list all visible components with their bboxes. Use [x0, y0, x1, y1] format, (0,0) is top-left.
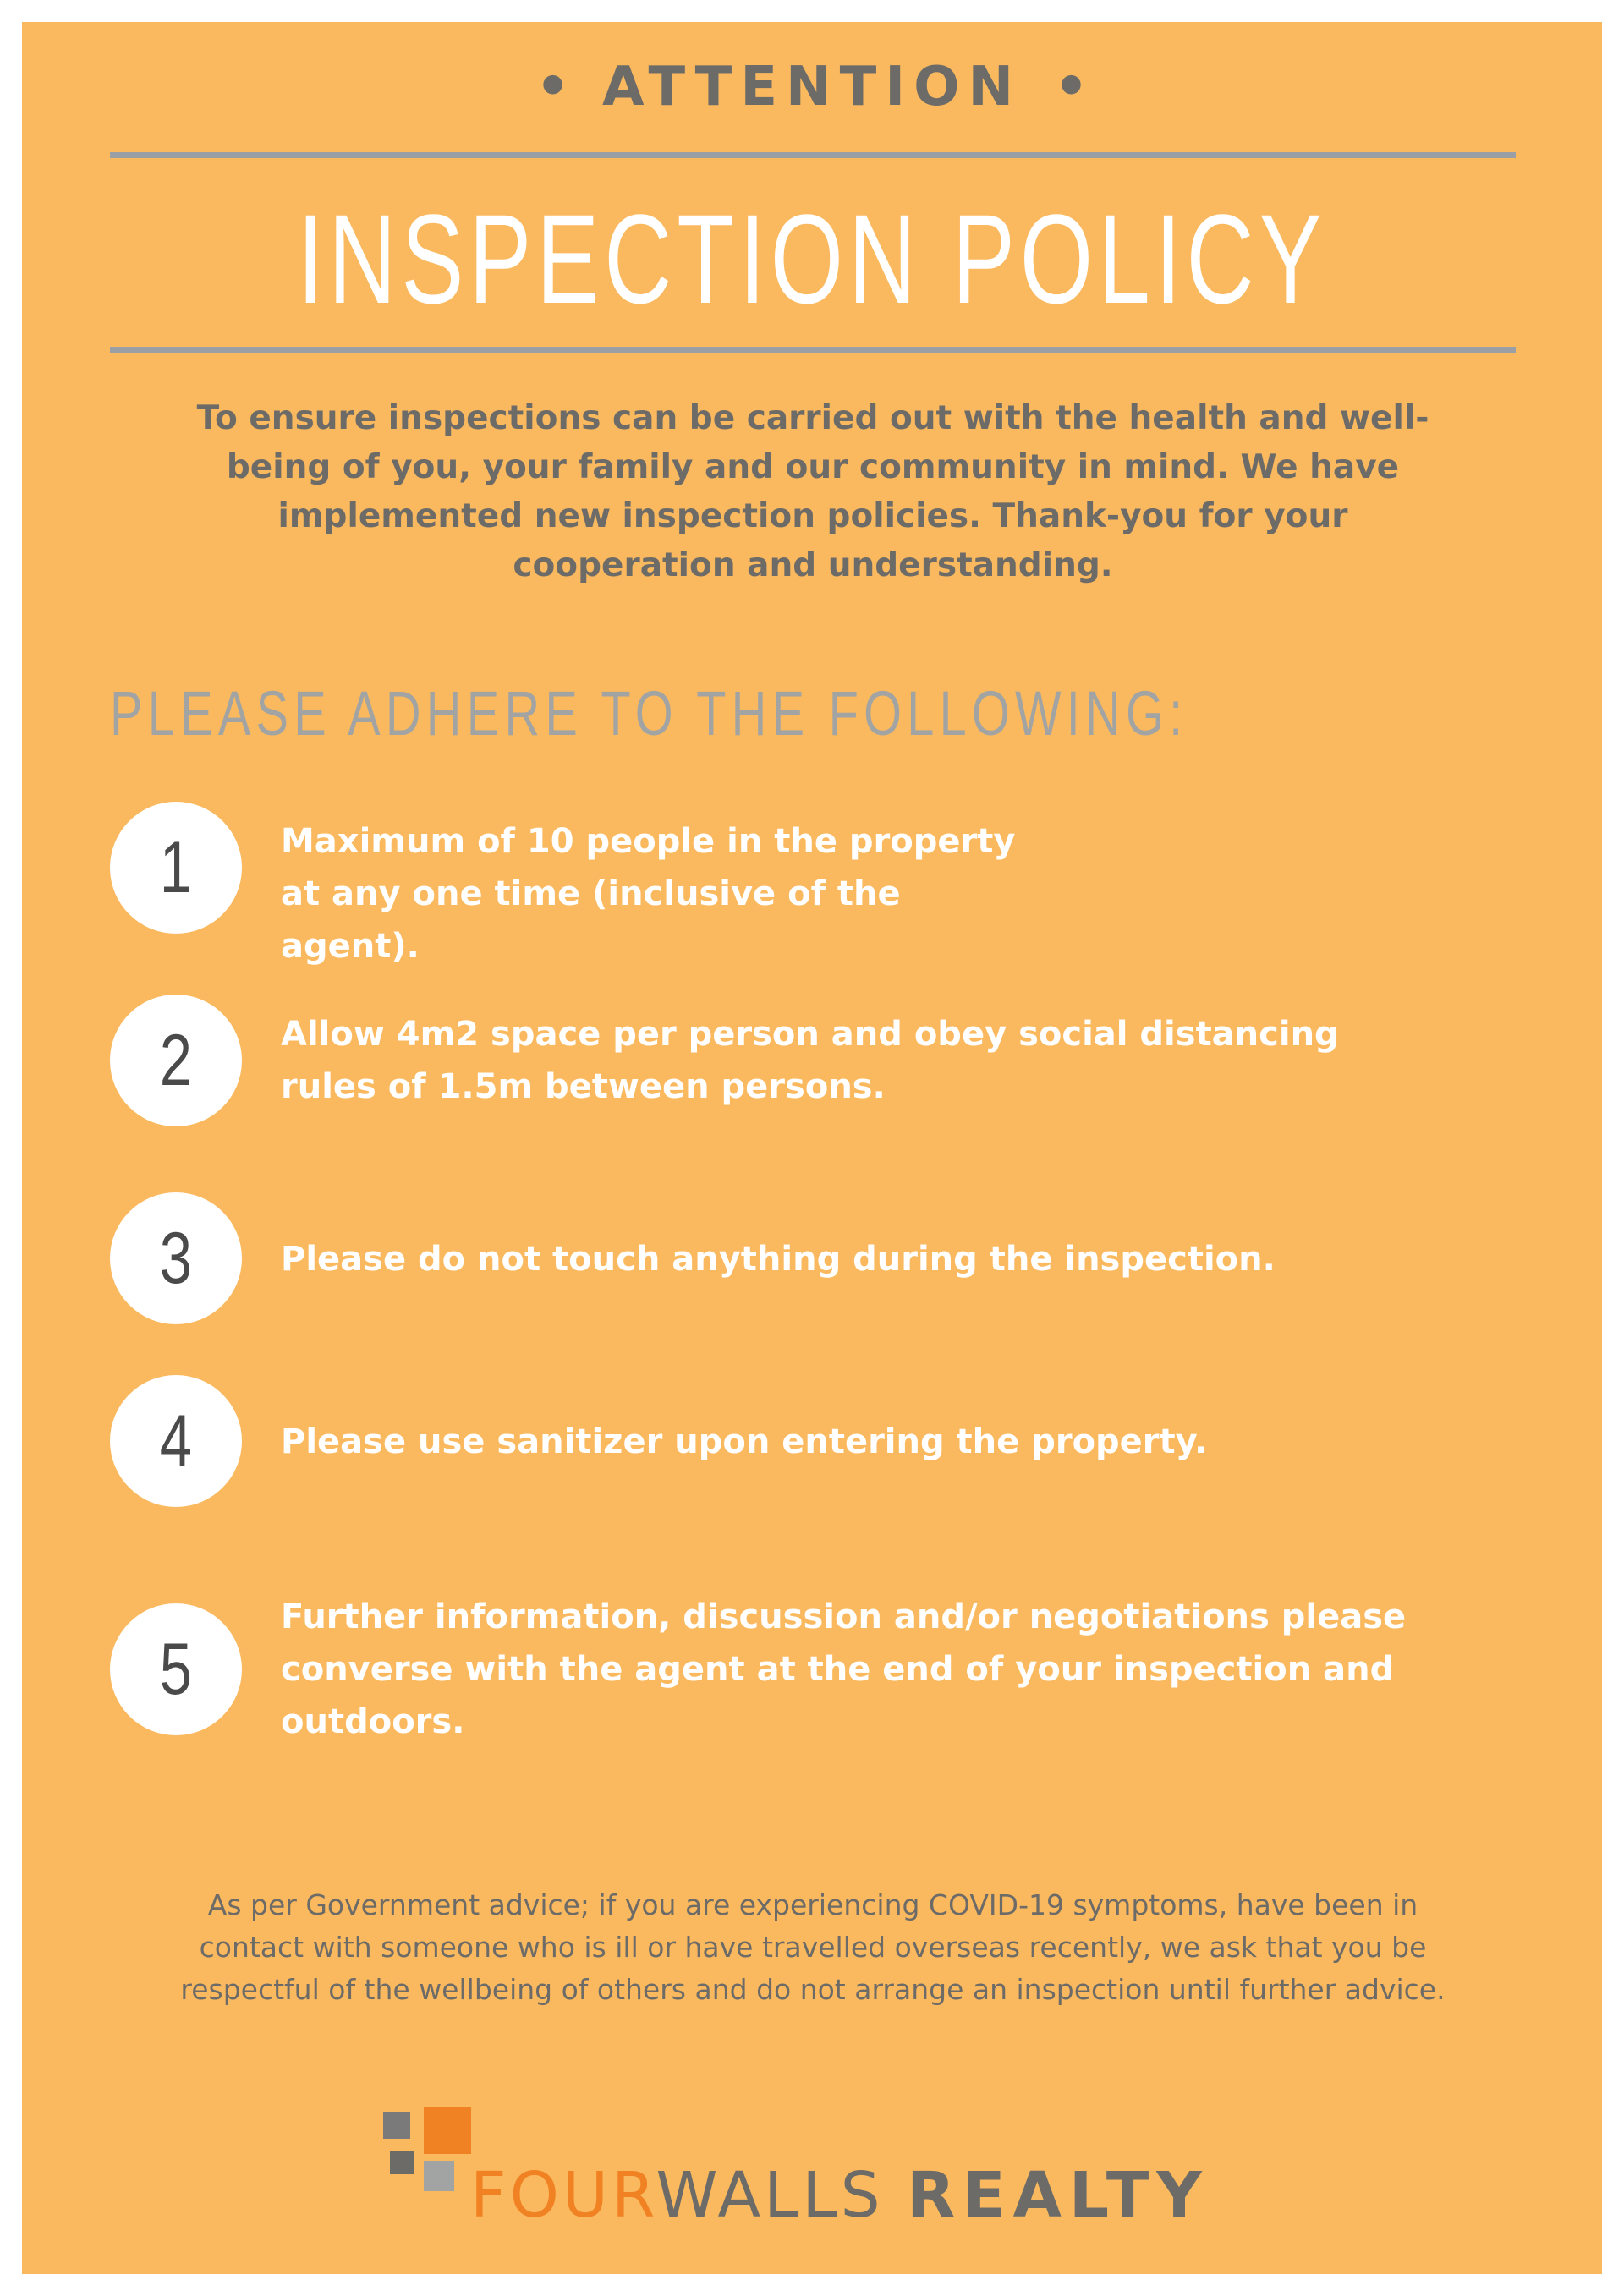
- logo-wordmark: [470, 2159, 1210, 2232]
- item-line: agent).: [281, 927, 420, 966]
- item-line: Maximum of 10 people in the property: [281, 822, 1016, 861]
- poster: [22, 22, 1602, 2274]
- policy-item-5: [281, 1591, 1406, 1748]
- number-circle-4: [110, 1375, 242, 1507]
- bullet-dot-left: •: [535, 56, 570, 118]
- policy-item-1: [281, 815, 1015, 973]
- number-circle-1: [110, 802, 242, 934]
- covid-advice-note: [110, 1884, 1516, 2011]
- number-circle-3: [110, 1192, 242, 1324]
- attention-label: [22, 56, 1602, 118]
- policy-item-3: [281, 1233, 1276, 1285]
- logo-realty: REALTY: [907, 2159, 1210, 2232]
- item-number: 3: [159, 1217, 193, 1299]
- intro-line: implemented new inspection policies. Thank-you for your: [277, 497, 1348, 535]
- page-title: INSPECTION POLICY: [297, 188, 1327, 330]
- item-number: 1: [159, 826, 193, 908]
- item-line: Please do not touch anything during the inspection.: [281, 1240, 1276, 1279]
- bullet-dot-right: •: [1054, 56, 1089, 118]
- intro-line: cooperation and understanding.: [513, 546, 1113, 584]
- item-line: Allow 4m2 space per person and obey social distancing: [281, 1015, 1339, 1054]
- intro-paragraph: [183, 394, 1443, 590]
- intro-line: To ensure inspections can be carried out with the health and well-: [196, 399, 1429, 437]
- policy-item-4: [281, 1416, 1207, 1468]
- company-logo: [22, 2107, 1602, 2242]
- note-line: respectful of the wellbeing of others and do not arrange an inspection until further advice.: [180, 1973, 1446, 2006]
- policy-item-2: [281, 1008, 1339, 1113]
- item-line: Further information, discussion and/or negotiations please: [281, 1597, 1407, 1636]
- item-line: rules of 1.5m between persons.: [281, 1067, 886, 1106]
- number-circle-2: [110, 995, 242, 1126]
- item-line: at any one time (inclusive of the: [281, 874, 901, 913]
- logo-walls: WALLS: [656, 2159, 884, 2232]
- item-line: Please use sanitizer upon entering the property.: [281, 1422, 1208, 1461]
- squares-logo-icon: [383, 2107, 485, 2208]
- item-number: 5: [159, 1628, 193, 1710]
- item-line: outdoors.: [281, 1702, 465, 1741]
- logo-four: FOUR: [470, 2159, 656, 2232]
- attention-text: ATTENTION: [601, 56, 1023, 118]
- section-heading: PLEASE ADHERE TO THE FOLLOWING:: [110, 678, 1188, 748]
- item-number: 4: [159, 1400, 193, 1482]
- note-line: As per Government advice; if you are experiencing COVID-19 symptoms, have been in: [207, 1888, 1418, 1921]
- number-circle-5: [110, 1603, 242, 1735]
- item-number: 2: [159, 1019, 193, 1101]
- note-line: contact with someone who is ill or have travelled overseas recently, we ask that you be: [199, 1931, 1427, 1964]
- divider-bottom: [110, 347, 1516, 353]
- item-line: converse with the agent at the end of your inspection and: [281, 1650, 1395, 1689]
- intro-line: being of you, your family and our community in mind. We have: [226, 448, 1400, 486]
- divider-top: [110, 152, 1516, 158]
